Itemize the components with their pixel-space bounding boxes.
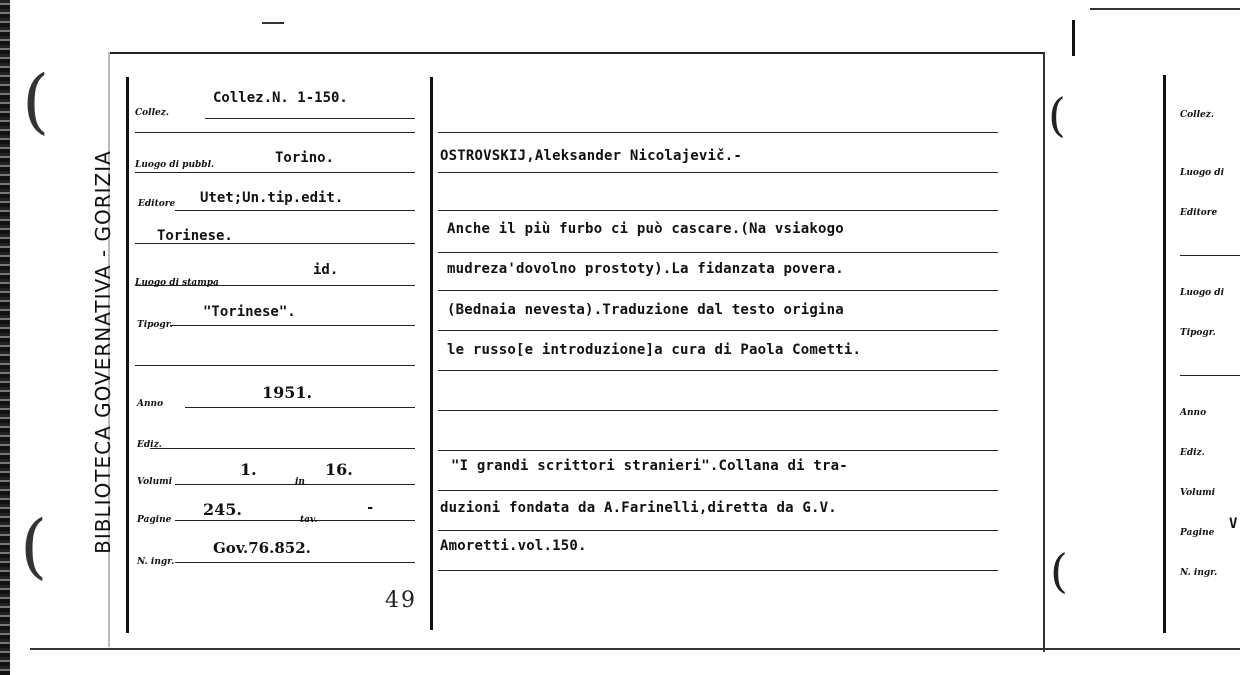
- editore-value-2: Torinese.: [157, 228, 233, 244]
- next-card-label: Anno: [1180, 408, 1207, 418]
- rule: [170, 325, 415, 326]
- luogo-stampa-label: Luogo di stampa: [135, 278, 219, 288]
- rule: [175, 562, 415, 563]
- tab-notch: [1072, 20, 1075, 56]
- next-card-pagine-value: V: [1229, 516, 1238, 532]
- series-line-3: Amoretti.vol.150.: [440, 538, 587, 554]
- volumi-value: 1.: [240, 460, 257, 479]
- rule: [1180, 255, 1240, 256]
- luogo-stampa-value: id.: [313, 262, 339, 278]
- next-card-label: Luogo di: [1180, 288, 1225, 298]
- title-line-4: le russo[e introduzione]a cura di Paola Cometti.: [447, 342, 862, 358]
- series-line-2: duzioni fondata da A.Farinelli,diretta da G.V.: [440, 500, 837, 516]
- anno-label: Anno: [137, 399, 164, 409]
- rule: [135, 365, 415, 366]
- tav-value: -: [366, 500, 375, 516]
- rule: [438, 330, 998, 331]
- tipogr-label: Tipogr.: [137, 320, 173, 330]
- rule: [438, 290, 998, 291]
- rule: [175, 210, 415, 211]
- editore-value: Utet;Un.tip.edit.: [200, 190, 344, 206]
- ediz-label: Ediz.: [137, 440, 162, 450]
- top-dash: [262, 22, 284, 24]
- rule: [438, 172, 998, 173]
- handwritten-number: 49: [385, 588, 417, 613]
- next-card-label: Tipogr.: [1180, 328, 1216, 338]
- title-line-1: Anche il più furbo ci può cascare.(Na vsiakogo: [447, 221, 844, 237]
- rule: [438, 570, 998, 571]
- editore-label: Editore: [138, 199, 176, 209]
- next-card-label: Editore: [1180, 208, 1218, 218]
- title-line-2: mudreza'dovolno prostoty).La fidanzata povera.: [447, 261, 844, 277]
- author-heading: OSTROVSKIJ,Aleksander Nicolajevič.-: [440, 148, 743, 164]
- collezione-label: Collez.: [135, 108, 169, 118]
- rule: [1180, 375, 1240, 376]
- series-line-1: "I grandi scrittori stranieri".Collana di tra-: [451, 458, 848, 474]
- rule: [438, 410, 998, 411]
- ring-mark: (: [20, 505, 48, 587]
- rule: [438, 252, 998, 253]
- rule: [438, 370, 998, 371]
- pagine-value: 245.: [203, 500, 242, 519]
- rule: [175, 520, 415, 521]
- next-card-label: Volumi: [1180, 488, 1216, 498]
- rule: [205, 118, 415, 119]
- rule: [438, 132, 998, 133]
- next-card-label: Luogo di: [1180, 168, 1225, 178]
- n-ingr-value: Gov.76.852.: [213, 539, 311, 557]
- scan-left-edge: [0, 0, 10, 675]
- next-card-label: N. ingr.: [1180, 568, 1218, 578]
- next-card-rule: [1163, 75, 1166, 633]
- ring-mark: (: [22, 60, 50, 142]
- rule: [135, 132, 415, 133]
- volumi-format: 16.: [325, 460, 353, 479]
- card-right-edge: [1043, 52, 1045, 652]
- rule: [135, 172, 415, 173]
- title-line-3: (Bednaia nevesta).Traduzione dal testo origina: [447, 302, 844, 318]
- rule: [150, 448, 415, 449]
- next-card-label: Ediz.: [1180, 448, 1205, 458]
- luogo-pubbl-label: Luogo di pubbl.: [135, 160, 215, 170]
- pagine-label: Pagine: [137, 515, 172, 525]
- library-title: BIBLIOTECA GOVERNATIVA - GORIZIA: [91, 150, 115, 554]
- rule: [185, 407, 415, 408]
- rule: [438, 210, 998, 211]
- next-card-label: Pagine: [1180, 528, 1215, 538]
- tav-label: tav.: [300, 515, 318, 525]
- punch-hole-mark: (: [1048, 88, 1066, 142]
- tipogr-value: "Torinese".: [203, 304, 296, 320]
- anno-value: 1951.: [262, 383, 313, 402]
- collezione-value: Collez.N. 1-150.: [213, 90, 348, 106]
- top-right-rule: [1090, 8, 1240, 10]
- luogo-pubbl-value: Torino.: [275, 150, 335, 166]
- bottom-rule: [30, 648, 1240, 650]
- rule: [438, 450, 998, 451]
- column-divider: [430, 77, 433, 630]
- rule: [438, 490, 998, 491]
- punch-hole-mark: (: [1050, 544, 1068, 598]
- n-ingr-label: N. ingr.: [137, 557, 175, 567]
- rule: [438, 530, 998, 531]
- volumi-label: Volumi: [137, 477, 173, 487]
- volumi-in-label: in: [295, 477, 305, 487]
- next-card-label: Collez.: [1180, 110, 1214, 120]
- left-margin-rule: [126, 77, 129, 633]
